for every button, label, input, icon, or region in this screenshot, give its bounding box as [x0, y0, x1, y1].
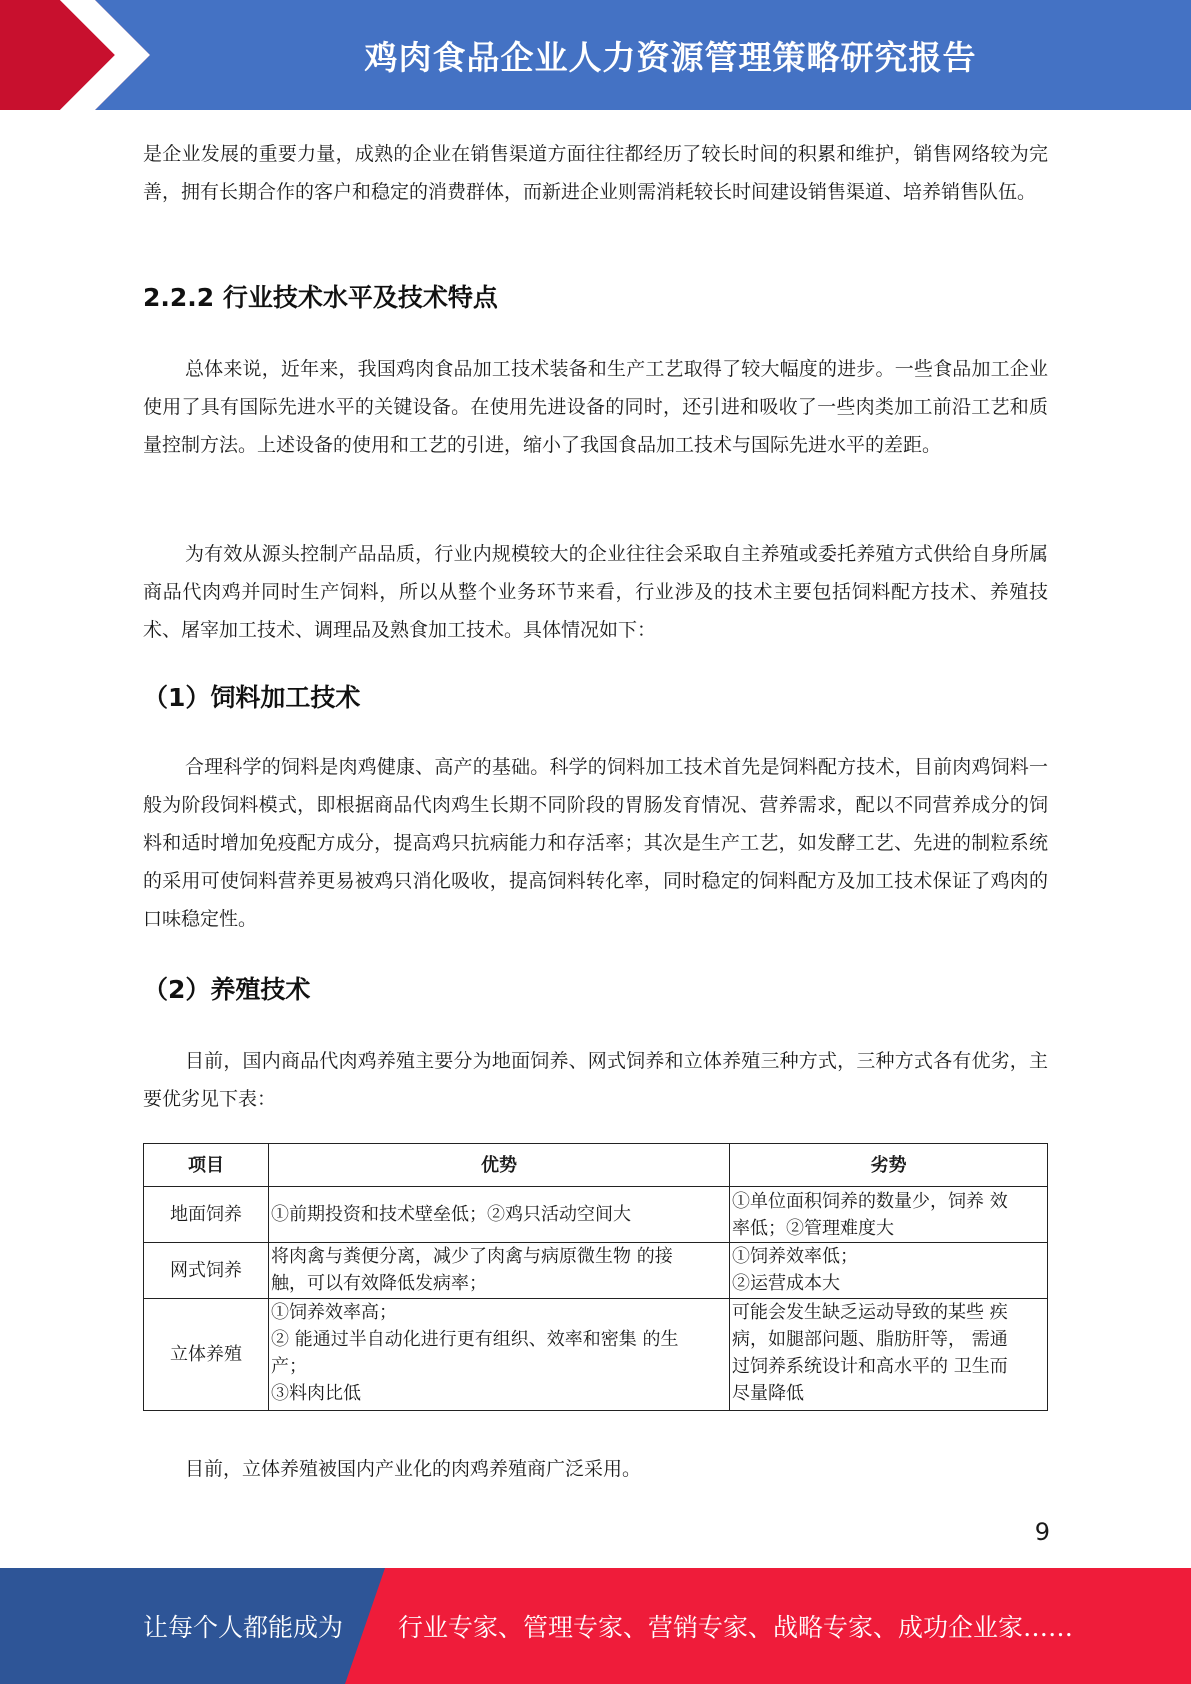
table-cell-advantage [269, 1299, 730, 1411]
footer-slogan-right: 行业专家、管理专家、营销专家、战略专家、成功企业家…… [398, 1613, 1074, 1642]
cell-line: ①饲养效率高； [271, 1302, 397, 1323]
cell-line: ①单位面积饲养的数量少，饲养 效 [732, 1190, 1008, 1212]
table-cell-disadvantage [730, 1187, 1048, 1243]
cell-line: 可能会发生缺乏运动导致的某些 疾 [732, 1302, 1008, 1323]
table-row [144, 1299, 1048, 1411]
paragraph-block [143, 1450, 1048, 1488]
cell-line: 过饲养系统设计和高水平的 卫生而 [732, 1356, 1008, 1377]
paragraph-block [143, 748, 1048, 938]
paragraph-tech-scope: 为有效从源头控制产品品质，行业内规模较大的企业往往会采取自主养殖或委托养殖方式供给自身所属商品代肉鸡并同时生产饲料，所以从整个业务环节来看，行业涉及的技术主要包括饲料配方技术、养殖技术、屠宰加工技术、调理品及熟食加工技术。具体情况如下： [143, 543, 1048, 641]
table-cell-item: 网式饲养 [144, 1243, 269, 1299]
table-header-advantage: 优势 [269, 1144, 730, 1187]
paragraph-block [143, 535, 1048, 649]
cell-line: 病，如腿部问题、脂肪肝等， 需通 [732, 1329, 1008, 1350]
table-cell-disadvantage [730, 1243, 1048, 1299]
cell-line: ③料肉比低 [271, 1383, 361, 1404]
table-header-disadvantage: 劣势 [730, 1144, 1048, 1187]
section-heading-tech-level: 2.2.2 行业技术水平及技术特点 [143, 283, 498, 312]
table-cell-disadvantage [730, 1299, 1048, 1411]
table-header-row [144, 1144, 1048, 1187]
page-header [0, 0, 1191, 110]
paragraph-feed-tech: 合理科学的饲料是肉鸡健康、高产的基础。科学的饲料加工技术首先是饲料配方技术，目前肉鸡饲料一般为阶段饲料模式，即根据商品代肉鸡生长期不同阶段的胃肠发育情况、营养需求，配以不同营养成分的饲料和适时增加免疫配方成分，提高鸡只抗病能力和存活率；其次是生产工艺，如发酵工艺、先进的制粒系统的采用可使饲料营养更易被鸡只消化吸收，提高饲料转化率，同时稳定的饲料配方及加工技术保证了鸡肉的口味稳定性。 [143, 756, 1048, 930]
paragraph-block [143, 350, 1048, 464]
cell-line: ② 能通过半自动化进行更有组织、效率和密集 的生 [271, 1329, 679, 1350]
cell-line: ①前期投资和技术壁垒低；②鸡只活动空间大 [271, 1204, 631, 1225]
cell-line: 尽量降低 [732, 1383, 804, 1404]
table-row [144, 1187, 1048, 1243]
cell-line: ①饲养效率低； [732, 1246, 858, 1267]
table-cell-advantage [269, 1187, 730, 1243]
table-cell-item: 地面饲养 [144, 1187, 269, 1243]
section-heading-feed-tech: （1）饲料加工技术 [143, 683, 361, 712]
table-row [144, 1243, 1048, 1299]
cell-line: ②运营成本大 [732, 1273, 840, 1294]
table-cell-advantage [269, 1243, 730, 1299]
section-heading-breeding-tech: （2）养殖技术 [143, 975, 311, 1004]
footer-slogan-left: 让每个人都能成为 [143, 1613, 344, 1642]
paragraph-sales-channels: 是企业发展的重要力量，成熟的企业在销售渠道方面往往都经历了较长时间的积累和维护，销售网络较为完善，拥有长期合作的客户和稳定的消费群体，而新进企业则需消耗较长时间建设销售渠道、培养销售队伍。 [143, 143, 1048, 203]
paragraph-breeding-methods: 目前，国内商品代肉鸡养殖主要分为地面饲养、网式饲养和立体养殖三种方式，三种方式各有优劣，主要优劣见下表： [143, 1050, 1048, 1110]
table-cell-item: 立体养殖 [144, 1299, 269, 1411]
paragraph-conclusion: 目前，立体养殖被国内产业化的肉鸡养殖商广泛采用。 [185, 1458, 642, 1480]
paragraph-block [143, 1042, 1048, 1118]
report-title: 鸡肉食品企业人力资源管理策略研究报告 [364, 37, 977, 77]
cell-line: 将肉禽与粪便分离，减少了肉禽与病原微生物 的接 [271, 1246, 673, 1267]
cell-line: 触，可以有效降低发病率； [271, 1273, 487, 1294]
breeding-comparison-table [143, 1143, 1048, 1411]
paragraph-block [143, 135, 1048, 211]
cell-line: 产； [271, 1356, 307, 1377]
paragraph-tech-overview: 总体来说，近年来，我国鸡肉食品加工技术装备和生产工艺取得了较大幅度的进步。一些食品加工企业使用了具有国际先进水平的关键设备。在使用先进设备的同时，还引进和吸收了一些肉类加工前沿工艺和质量控制方法。上述设备的使用和工艺的引进，缩小了我国食品加工技术与国际先进水平的差距。 [143, 358, 1048, 456]
page-number: 9 [1034, 1518, 1050, 1546]
header-arrow-decoration [0, 0, 160, 110]
cell-line: 率低；②管理难度大 [732, 1217, 894, 1239]
table-header-item: 项目 [144, 1144, 269, 1187]
